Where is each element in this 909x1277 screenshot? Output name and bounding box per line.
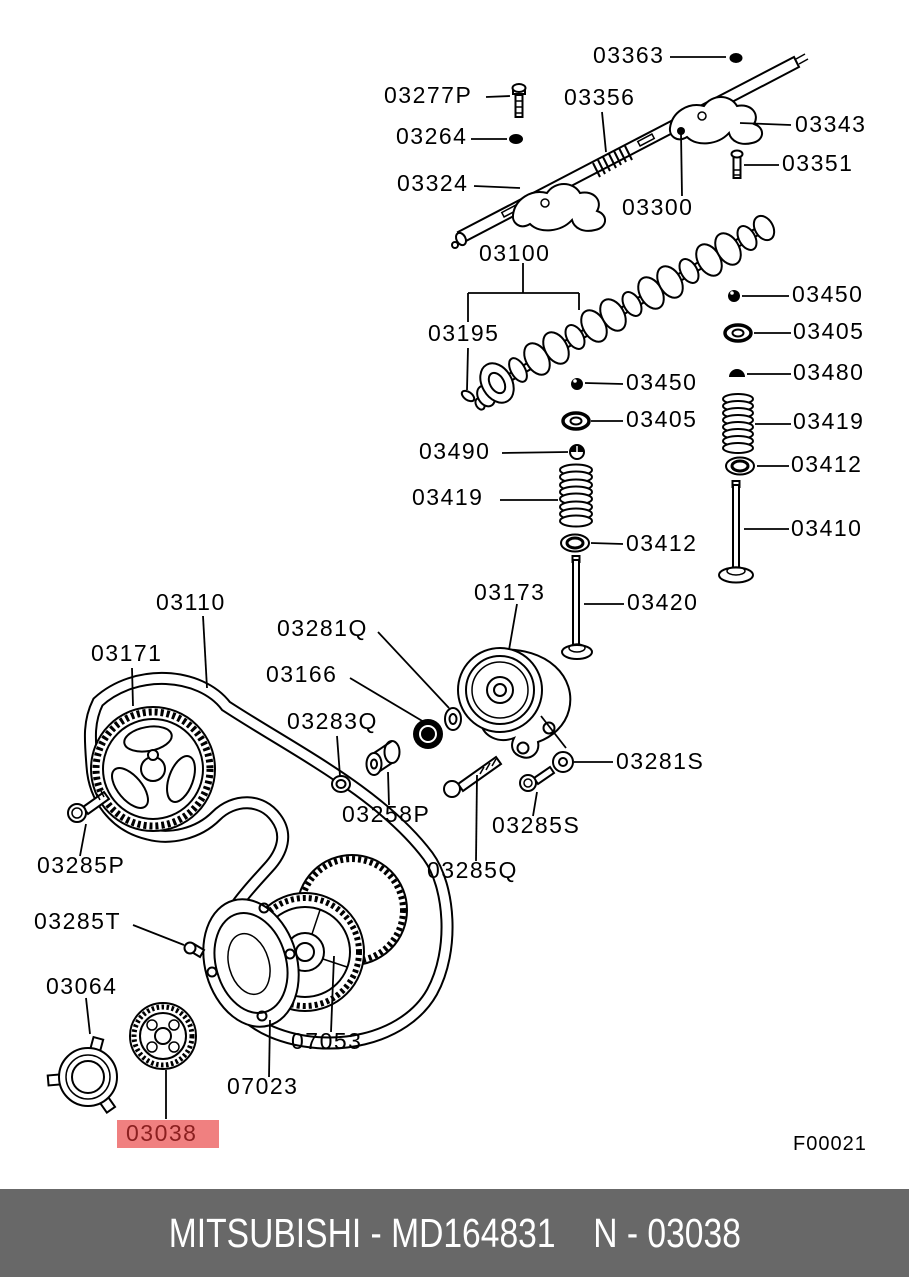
part-label-03173: 03173 bbox=[474, 579, 546, 605]
part-label-03281s: 03281S bbox=[616, 748, 705, 774]
part-label-03285p: 03285P bbox=[37, 852, 126, 878]
figure-code: F00021 bbox=[793, 1133, 867, 1155]
bolt-03285t bbox=[185, 943, 205, 958]
part-label-03195: 03195 bbox=[428, 320, 500, 346]
nut-03283q bbox=[332, 776, 350, 792]
part-label-03171: 03171 bbox=[91, 640, 163, 666]
washer bbox=[445, 708, 461, 730]
footer-bar bbox=[0, 1189, 909, 1277]
valve-spring bbox=[723, 394, 753, 453]
part-label-03405-middle: 03405 bbox=[626, 406, 698, 432]
part-label-03264: 03264 bbox=[396, 123, 468, 149]
part-label-07053: 07053 bbox=[291, 1028, 363, 1054]
part-label-03480: 03480 bbox=[793, 359, 865, 385]
part-label-03100: 03100 bbox=[479, 240, 551, 266]
crank-sprocket-03038 bbox=[130, 1003, 196, 1069]
footer-text bbox=[168, 1210, 740, 1257]
woodruff-key bbox=[460, 389, 476, 404]
part-label-03450-middle: 03450 bbox=[626, 369, 698, 395]
bolt-03277p bbox=[513, 84, 526, 117]
bolt-03285q bbox=[444, 757, 501, 797]
part-label-03324: 03324 bbox=[397, 170, 469, 196]
plug-03264 bbox=[509, 134, 523, 144]
plug-03363 bbox=[730, 53, 743, 63]
part-label-03363: 03363 bbox=[593, 42, 665, 68]
spacer-03064 bbox=[48, 1037, 117, 1113]
washer-03281s bbox=[553, 752, 573, 772]
part-label-03412-right: 03412 bbox=[791, 451, 863, 477]
part-label-03351: 03351 bbox=[782, 150, 854, 176]
part-label-03277p: 03277P bbox=[384, 82, 473, 108]
part-label-03110: 03110 bbox=[156, 589, 226, 615]
part-label-03419-right: 03419 bbox=[793, 408, 865, 434]
part-label-03405-right: 03405 bbox=[793, 318, 865, 344]
part-label-03490: 03490 bbox=[419, 438, 491, 464]
part-label-03064: 03064 bbox=[46, 973, 118, 999]
bearing-03166 bbox=[413, 719, 443, 749]
valve-parts-middle bbox=[560, 378, 592, 659]
part-label-03281q: 03281Q bbox=[277, 615, 368, 641]
part-label-03038-highlighted: 03038 bbox=[117, 1120, 219, 1148]
bolt-03351 bbox=[732, 151, 743, 179]
part-label-03420: 03420 bbox=[627, 589, 699, 615]
part-label-03412-middle: 03412 bbox=[626, 530, 698, 556]
rocker-arm bbox=[513, 184, 605, 231]
rocker-arm bbox=[670, 97, 762, 144]
valve bbox=[719, 481, 753, 583]
bolt-03285s bbox=[520, 767, 554, 791]
part-label-03419-left: 03419 bbox=[412, 484, 484, 510]
part-label-03343: 03343 bbox=[795, 111, 867, 137]
part-label-03166: 03166 bbox=[266, 661, 338, 687]
part-label-03450-right: 03450 bbox=[792, 281, 864, 307]
part-label-03285q: 03285Q bbox=[427, 857, 518, 883]
part-label-03285t: 03285T bbox=[34, 908, 122, 934]
part-label-03300: 03300 bbox=[622, 194, 694, 220]
camshaft-sprocket bbox=[91, 707, 215, 831]
part-label-03285s: 03285S bbox=[492, 812, 581, 838]
part-label-03258p: 03258P bbox=[342, 801, 431, 827]
footer-ref-number: N - 03038 bbox=[592, 1209, 741, 1256]
valve-parts-right bbox=[719, 290, 754, 583]
part-label-07023: 07023 bbox=[227, 1073, 299, 1099]
part-label-03410: 03410 bbox=[791, 515, 863, 541]
part-label-03356: 03356 bbox=[564, 84, 636, 110]
part-label-03283q: 03283Q bbox=[287, 708, 378, 734]
spacer-03258p bbox=[367, 741, 400, 775]
valve-spring bbox=[560, 465, 592, 527]
valve bbox=[562, 556, 592, 659]
tensioner-pulley bbox=[458, 648, 570, 758]
footer-brand-part: MITSUBISHI - MD164831 bbox=[168, 1209, 556, 1256]
